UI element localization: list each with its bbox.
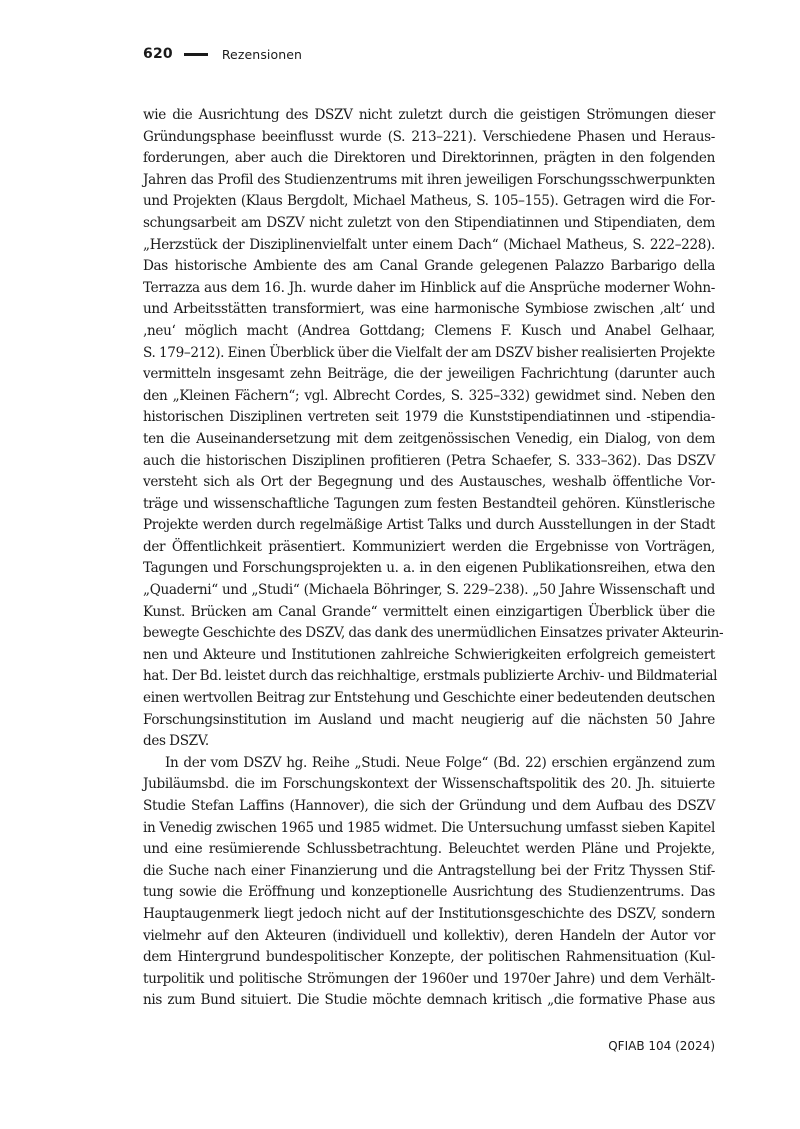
text-line: S. 179–212). Einen Überblick über die Vielfalt der am DSZV bisher realisierten Projekte: [143, 344, 715, 361]
text-line: Das historische Ambiente des am Canal Grande gelegenen Palazzo Barbarigo della: [143, 258, 715, 275]
text-line: Forschungsinstitution im Ausland und macht neugierig auf die nächsten 50 Jahre: [143, 711, 715, 728]
text-line: „Quaderni“ und „Studi“ (Michaela Böhringer, S. 229–238). „50 Jahre Wissenschaft und: [143, 582, 715, 599]
text-line: schungsarbeit am DSZV nicht zuletzt von den Stipendiatinnen und Stipendiaten, dem: [143, 214, 715, 231]
text-line: historischen Disziplinen vertreten seit 1979 die Kunststipendiatinnen und -stipendia-: [143, 409, 715, 426]
page-number: 620: [143, 46, 173, 62]
journal-footer: QFIAB 104 (2024): [608, 1039, 715, 1053]
text-line: und eine resümierende Schlussbetrachtung. Beleuchtet werden Pläne und Projekte,: [143, 841, 715, 858]
text-line: den „Kleinen Fächern“; vgl. Albrecht Cordes, S. 325–332) gewidmet sind. Neben den: [143, 387, 715, 404]
text-line: vielmehr auf den Akteuren (individuell und kollektiv), deren Handeln der Autor vor: [143, 927, 715, 944]
text-line: auch die historischen Disziplinen profitieren (Petra Schaefer, S. 333–362). Das DSZV: [143, 452, 715, 469]
text-line: versteht sich als Ort der Begegnung und des Austausches, weshalb öffentliche Vor-: [143, 474, 715, 491]
running-header: [143, 44, 302, 64]
text-line: dem Hintergrund bundespolitischer Konzepte, der politischen Rahmensituation (Kul-: [143, 949, 715, 966]
section-title: Rezensionen: [221, 46, 303, 62]
text-line: und Arbeitsstätten transformiert, was eine harmonische Symbiose zwischen ‚alt‘ und: [143, 301, 715, 318]
text-line: wie die Ausrichtung des DSZV nicht zuletzt durch die geistigen Strömungen dieser: [143, 107, 715, 123]
text-line: in Venedig zwischen 1965 und 1985 widmet. Die Untersuchung umfasst sieben Kapitel: [143, 819, 715, 836]
text-line: des DSZV.: [143, 733, 209, 750]
review-body: [143, 105, 724, 1012]
text-line: hat. Der Bd. leistet durch das reichhaltige, erstmals publizierte Archiv- und Bildmaterial: [143, 668, 718, 685]
text-line: Studie Stefan Laffins (Hannover), die sich der Gründung und dem Aufbau des DSZV: [143, 798, 715, 814]
text-line: forderungen, aber auch die Direktoren und Direktorinnen, prägten in den folgenden: [143, 150, 715, 167]
text-line: Jubiläumsbd. die im Forschungskontext der Wissenschaftspolitik des 20. Jh. situierte: [143, 776, 715, 793]
text-line: bewegte Geschichte des DSZV, das dank des unermüdlichen Einsatzes privater Akteurin-: [143, 625, 724, 642]
text-line: tung sowie die Eröffnung und konzeptionelle Ausrichtung des Studienzentrums. Das: [143, 884, 715, 901]
text-line: Jahren das Profil des Studienzentrums mit ihren jeweiligen Forschungsschwerpunkten: [143, 171, 715, 188]
text-line: Kunst. Brücken am Canal Grande“ vermittelt einen einzigartigen Überblick über die: [143, 603, 715, 620]
text-line: der Öffentlichkeit präsentiert. Kommuniziert werden die Ergebnisse von Vorträgen,: [143, 538, 715, 555]
text-line: ten die Auseinandersetzung mit dem zeitgenössischen Venedig, ein Dialog, von dem: [143, 430, 715, 447]
text-line: Terrazza aus dem 16. Jh. wurde daher im Hinblick auf die Ansprüche moderner Wohn-: [143, 279, 715, 296]
paragraph: [143, 753, 715, 1012]
text-line: Hauptaugenmerk liegt jedoch nicht auf der Institutionsgeschichte des DSZV, sondern: [143, 905, 715, 922]
text-line: träge und wissenschaftliche Tagungen zum festen Bestandteil gehören. Künstlerische: [143, 495, 715, 512]
text-line: einen wertvollen Beitrag zur Entstehung und Geschichte einer bedeutenden deutschen: [143, 690, 715, 707]
text-line: Gründungsphase beeinflusst wurde (S. 213–221). Verschiedene Phasen und Heraus-: [143, 128, 715, 145]
text-line: nis zum Bund situiert. Die Studie möchte demnach kritisch „die formative Phase aus: [143, 992, 715, 1009]
text-line: nen und Akteure und Institutionen zahlreiche Schwierigkeiten erfolgreich gemeistert: [143, 646, 715, 663]
text-line: und Projekten (Klaus Bergdolt, Michael Matheus, S. 105–155). Getragen wird die For-: [143, 193, 715, 210]
paragraph: [143, 105, 724, 753]
text-line: turpolitik und politische Strömungen der 1960er und 1970er Jahre) und dem Verhält-: [143, 970, 715, 987]
text-line: die Suche nach einer Finanzierung und die Antragstellung bei der Fritz Thyssen Stif-: [143, 862, 715, 879]
text-line: vermitteln insgesamt zehn Beiträge, die der jeweiligen Fachrichtung (darunter auch: [143, 366, 715, 383]
header-rule: [184, 53, 208, 56]
text-line: ‚neu‘ möglich macht (Andrea Gottdang; Clemens F. Kusch und Anabel Gelhaar,: [143, 322, 715, 339]
text-line: „Herzstück der Disziplinenvielfalt unter einem Dach“ (Michael Matheus, S. 222–228).: [143, 236, 715, 253]
text-line: In der vom DSZV hg. Reihe „Studi. Neue Folge“ (Bd. 22) erschien ergänzend zum: [165, 754, 715, 771]
text-line: Tagungen und Forschungsprojekten u. a. in den eigenen Publikationsreihen, etwa den: [143, 560, 715, 577]
text-line: Projekte werden durch regelmäßige Artist Talks und durch Ausstellungen in der Stadt: [143, 517, 715, 534]
